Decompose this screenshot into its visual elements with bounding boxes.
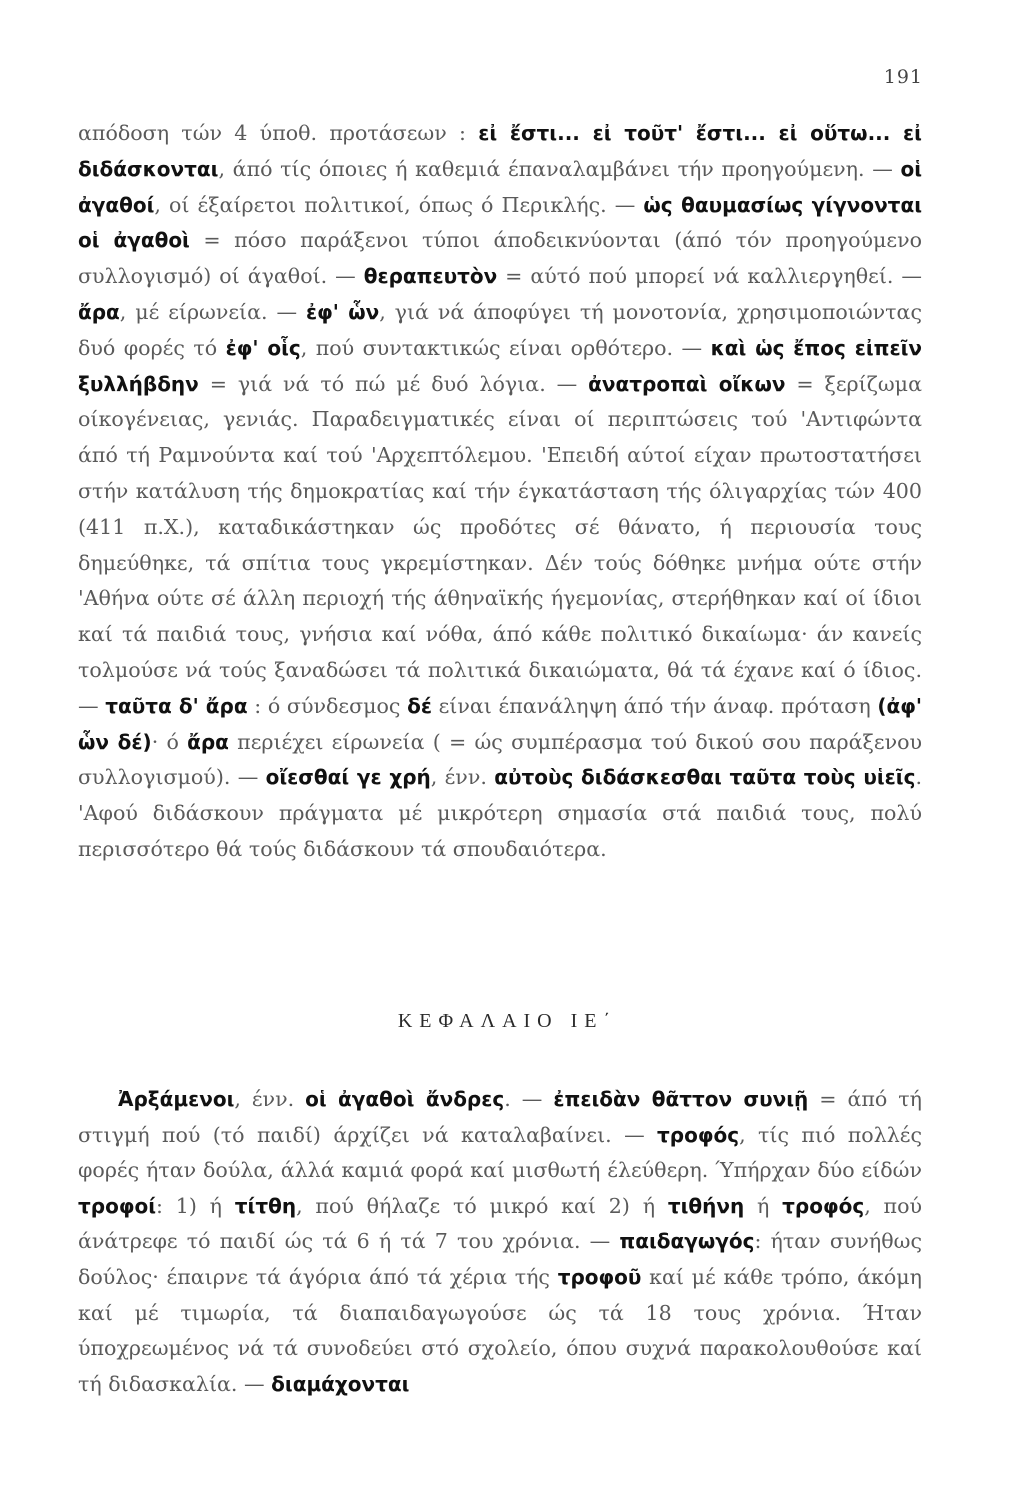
greek-lemma: ἐπειδὰν θᾶττον συνιῇ: [553, 1087, 809, 1111]
page-number: 191: [883, 66, 923, 88]
text-run: είναι έπανάληψη άπό τήν άναφ. πρόταση: [431, 693, 878, 718]
greek-lemma: καὶ ὡς ἔπος εἰπεῖν ξυλλήβδην: [78, 335, 923, 396]
text-run: = ξερίζωμα οίκογένειας, γενιάς. Παραδειγματικές είναι οί περιπτώσεις τού 'Αντιφώντα άπό τή Ραμνούντα καί τού 'Αρχεπτόλεμου. 'Επειδή αύτοί είχαν πρωτοστατήσει στήν κατάλυση τής δημοκρατίας καί τήν έγκατάσταση τής όλιγαρχίας τών 400 (411 π.Χ.), καταδικάστηκαν ώς προδότες σέ θάνατο, ή περιουσία τους δημεύθηκε, τά σπίτια τους γκρεμίστηκαν. Δέν τούς δόθηκε μνήμα ούτε στήν 'Αθήνα ούτε σέ άλλη περιοχή τής άθηναϊκής ήγεμονίας, στερήθηκαν καί οί ίδιοι καί τά παιδιά τους, γνήσια καί νόθα, άπό κάθε πολιτικό δικαίωμα· άν κανείς τολμούσε νά τούς ξαναδώσει τά πολιτικά δικαιώματα, θά τά έχανε καί ό ίδιος. —: [78, 371, 922, 718]
greek-lemma: παιδαγωγός: [619, 1229, 755, 1254]
text-run: : ό σύνδεσμος: [247, 693, 408, 718]
greek-lemma: εἰ ἔστι... εἰ τοῦτ' ἔστι... εἰ οὕτω... εἰ διδάσκονται: [78, 121, 922, 181]
greek-lemma: ταῦτα δ' ἄρα: [105, 693, 248, 718]
text-run: · ό: [151, 729, 188, 754]
text-run: , άπό τίς όποιες ή καθεμιά έπαναλαμβάνει τήν προηγούμενη. —: [218, 156, 901, 181]
greek-lemma: διαμάχονται: [271, 1371, 410, 1396]
greek-lemma: ὡς θαυμασίως γίγνονται οἱ ἀγαθοὶ: [78, 192, 922, 253]
commentary-paragraph-2: [78, 1082, 922, 1402]
text-run: = πόσο παράξενοι τύποι άποδεικνύονται (άπό τόν προηγούμενο συλλογισμό) οί άγαθοί. —: [78, 228, 923, 289]
text-run: , γιά νά άποφύγει τή μονοτονία, χρησιμοποιώντας δυό φορές τό: [78, 299, 922, 360]
text-run: = αύτό πού μπορεί νά καλλιεργηθεί. —: [497, 264, 922, 289]
text-run: , μέ είρωνεία. —: [119, 299, 306, 324]
text-run: . 'Αφού διδάσκουν πράγματα μέ μικρότερη σημασία στά παιδιά τους, πολύ περισσότερο θά τούς διδάσκουν τά σπουδαιότερα.: [78, 765, 922, 861]
text-run: , ένν.: [234, 1087, 306, 1111]
greek-lemma: αὐτοὺς διδάσκεσθαι ταῦτα τοὺς υἱεῖς: [494, 765, 916, 790]
text-run: , πού θήλαζε τό μικρό καί 2) ή: [296, 1193, 668, 1218]
greek-lemma: τροφός: [657, 1122, 740, 1147]
greek-lemma: τροφοῦ: [557, 1264, 642, 1289]
greek-lemma: τροφός: [782, 1193, 865, 1218]
text-run: : ήταν συνήθως δούλος· έπαιρνε τά άγόρια άπό τά χέρια τής: [78, 1229, 922, 1289]
text-run: , ένν.: [430, 765, 495, 790]
text-run: , οί έξαίρετοι πολιτικοί, όπως ό Περικλής. —: [154, 192, 644, 217]
chapter-heading: ΚΕΦΑΛΑΙΟ ΙΕ΄: [397, 1010, 618, 1032]
text-run: περιέχει είρωνεία ( = ώς συμπέρασμα τού δικού σου παράξενου συλλογισμού). —: [78, 729, 923, 790]
greek-lemma: ἀνατροπαὶ οἴκων: [588, 371, 786, 396]
greek-lemma: ἄρα: [78, 299, 120, 324]
greek-lemma: τιθήνη: [667, 1193, 745, 1218]
text-run: καί μέ κάθε τρόπο, άκόμη καί μέ τιμωρία, τά διαπαιδαγωγούσε ώς τά 18 τους χρόνια. Ήταν ύποχρεωμένος νά τά συνοδεύει στό σχολείο, όπου συχνά παρακολουθούσε καί τή διδασκαλία. —: [78, 1264, 922, 1396]
text-run: , τίς πιό πολλές φορές ήταν δούλα, άλλά καμιά φορά καί μισθωτή έλεύθερη. Ύπήρχαν δύο είδών: [78, 1122, 922, 1183]
greek-lemma: τίτθη: [234, 1193, 297, 1218]
text-run: : 1) ή: [156, 1193, 235, 1218]
greek-lemma: οἱ ἀγαθοὶ ἄνδρες: [305, 1087, 505, 1111]
greek-lemma: τροφοί: [78, 1193, 156, 1218]
greek-lemma: οἴεσθαί γε χρή: [265, 765, 431, 790]
greek-lemma: ἄρα: [187, 729, 229, 754]
text-run: = γιά νά τό πώ μέ δυό λόγια. —: [198, 371, 589, 396]
text-run: ή: [744, 1193, 783, 1218]
text-run: απόδοση τών 4 ύποθ. προτάσεων :: [78, 121, 479, 145]
greek-lemma: δέ: [407, 693, 432, 718]
greek-lemma: Ἀρξάμενοι: [118, 1087, 235, 1111]
greek-lemma: οἱ ἀγαθοί: [78, 156, 922, 217]
text-run: = άπό τή στιγμή πού (τό παιδί) άρχίζει νά καταλαβαίνει. —: [78, 1087, 923, 1147]
greek-lemma: (ἀφ' ὧν δέ): [78, 693, 923, 754]
text-run: , πού άνάτρεφε τό παιδί ώς τά 6 ή τά 7 του χρόνια. —: [78, 1193, 922, 1254]
commentary-paragraph-1: [78, 116, 922, 868]
greek-lemma: θεραπευτὸν: [363, 264, 498, 289]
greek-lemma: ἐφ' ὧν: [305, 299, 380, 324]
greek-lemma: ἐφ' οἷς: [225, 335, 301, 360]
text-run: . —: [504, 1087, 554, 1111]
text-run: , πού συντακτικώς είναι ορθότερο. —: [300, 335, 711, 360]
